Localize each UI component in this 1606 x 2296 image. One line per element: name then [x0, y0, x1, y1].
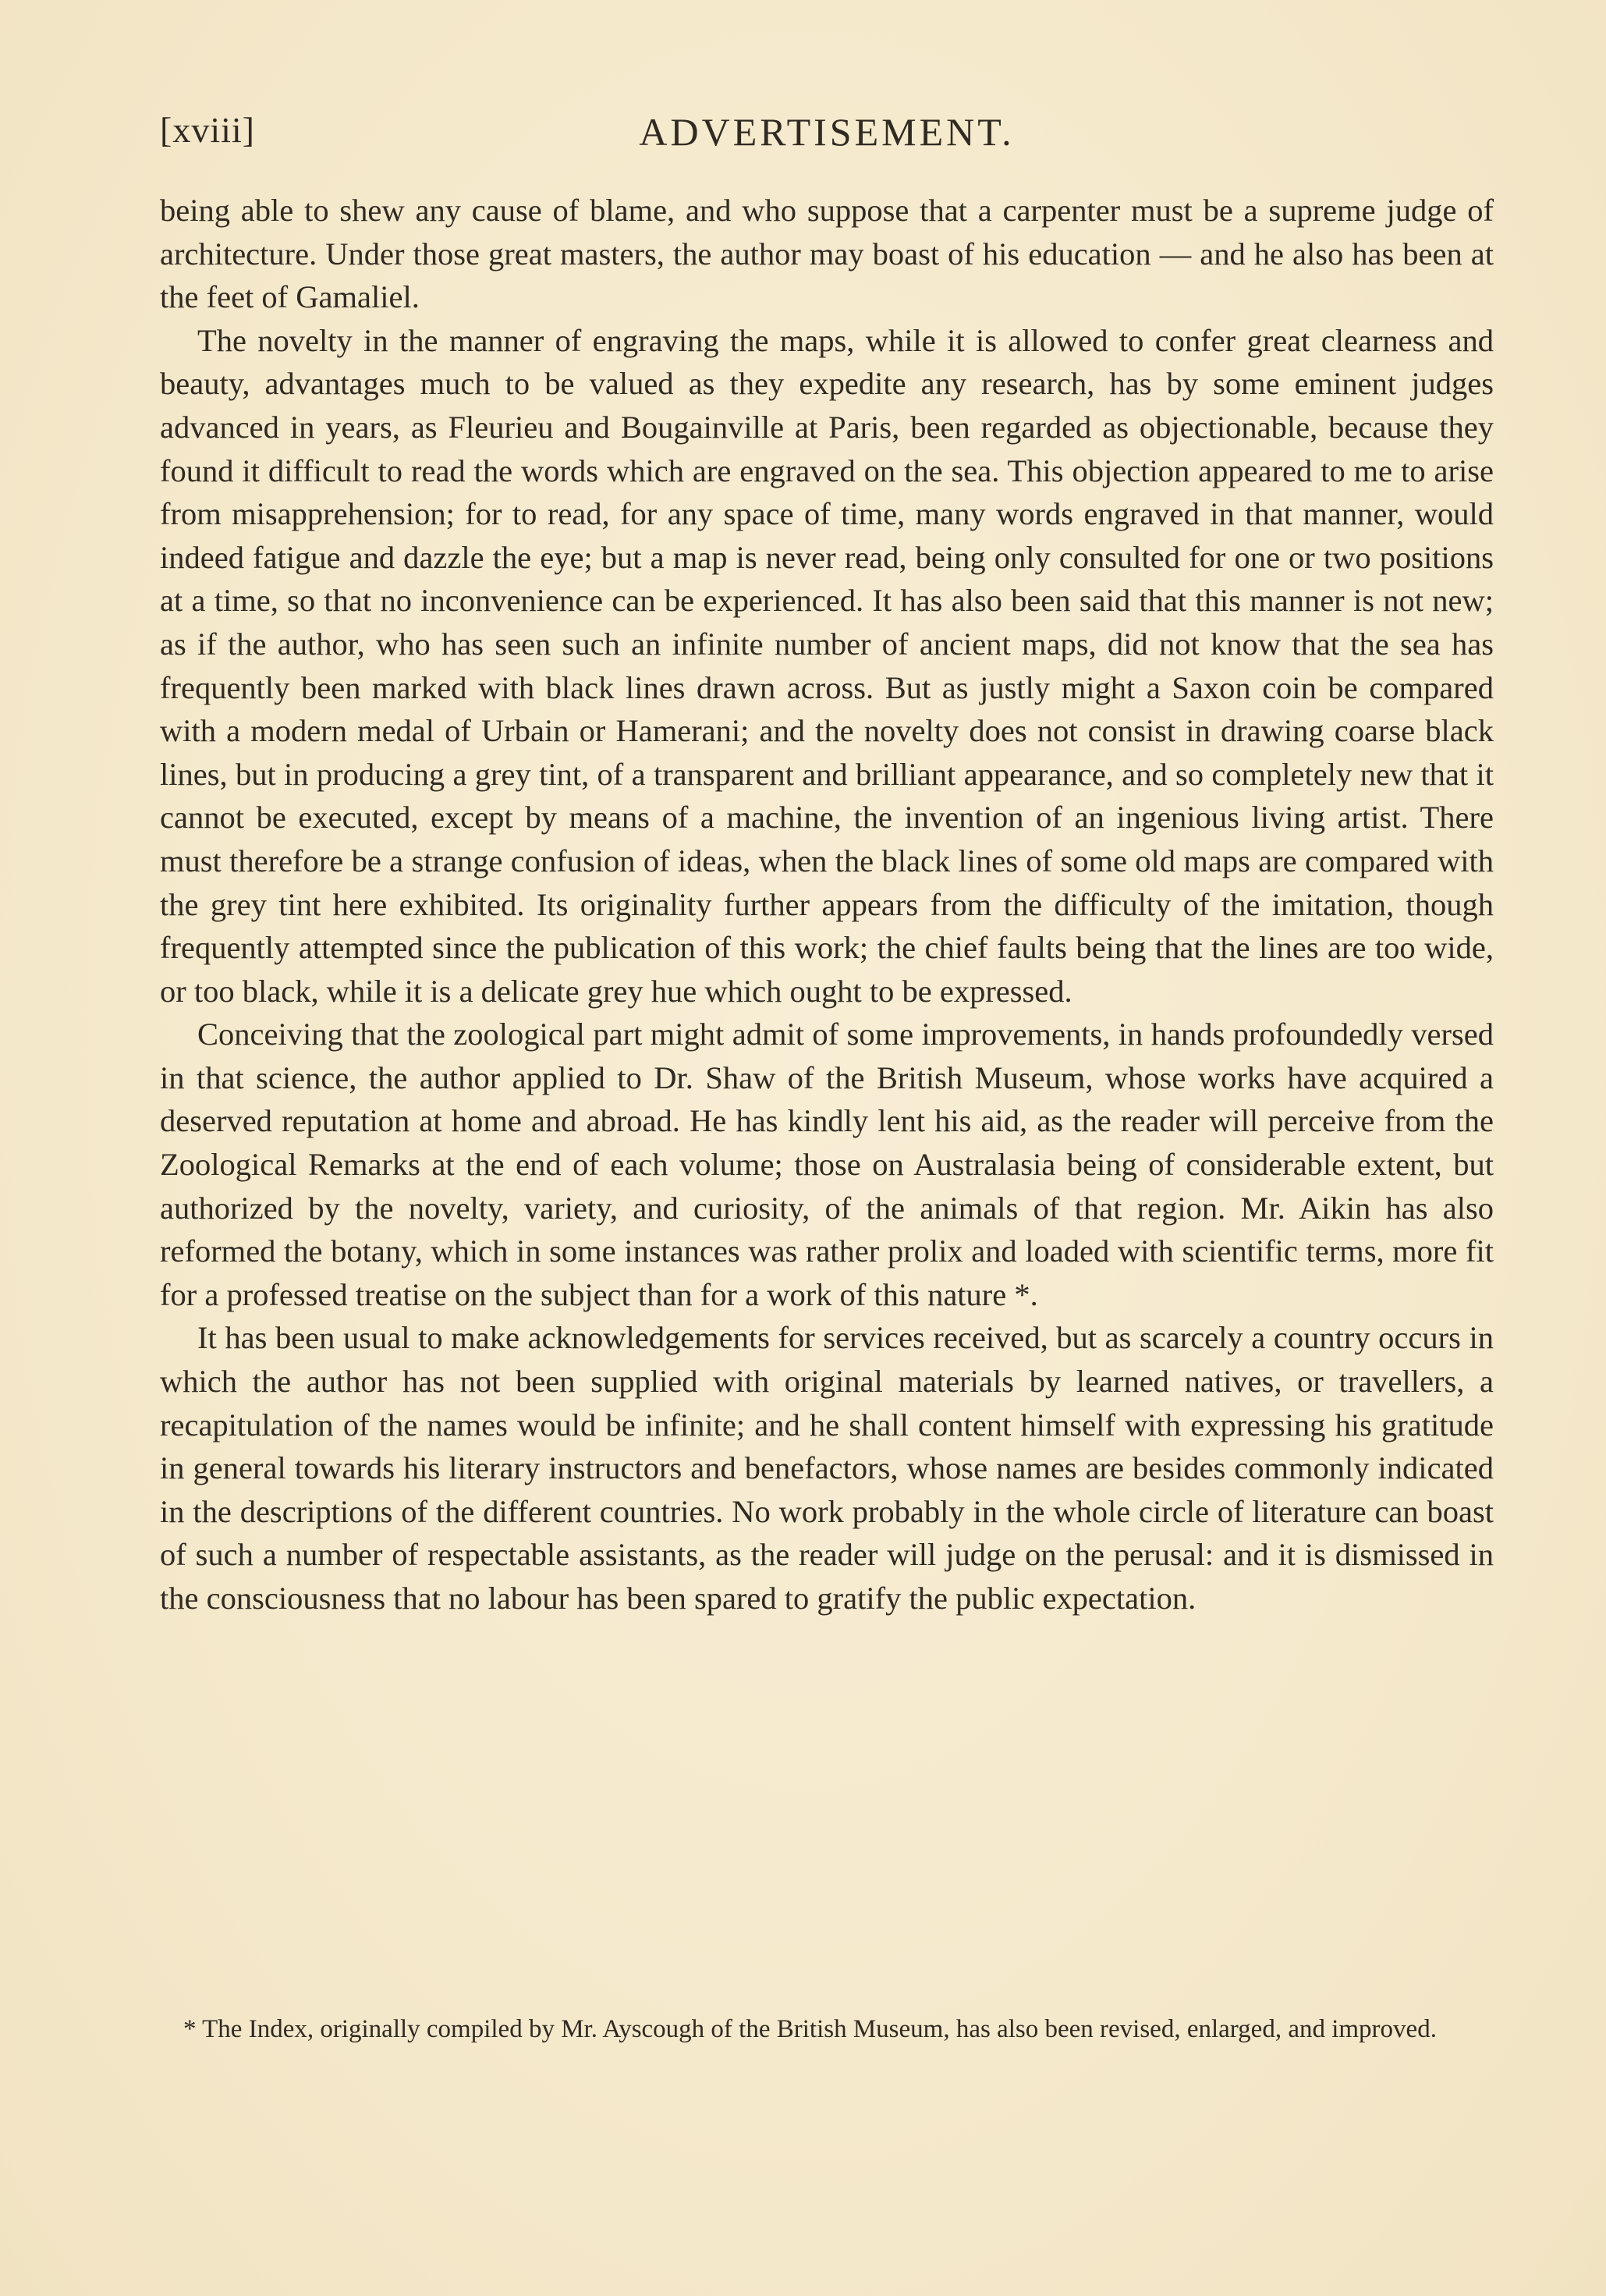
- footnote: * The Index, originally compiled by Mr. Ayscough of the British Museum, has also been revised, enlarged, and improved.: [183, 2015, 1437, 2043]
- paragraph-zoology: Conceiving that the zoological part might admit of some improvements, in hands profoundedly versed in that science, the author applied to Dr. Shaw of the British Museum, whose works have acquired a deserved reputation at home and abroad. He has kindly lent his aid, as the reader will perceive from the Zoological Remarks at the end of each volume; those on Australasia being of considerable extent, but authorized by the novelty, variety, and curiosity, of the animals of that region. Mr. Aikin has also reformed the botany, which in some instances was rather prolix and loaded with scientific terms, more fit for a professed treatise on the subject than for a work of this nature *.: [160, 1017, 1494, 1312]
- paragraph-continuation: being able to shew any cause of blame, and who suppose that a carpenter must be a supreme judge of architecture. Under those great masters, the author may boast of his education — and he also has been at the feet of Gamaliel.: [160, 193, 1494, 315]
- paragraph-acknowledgements: It has been usual to make acknowledgements for services received, but as scarcely a country occurs in which the author has not been supplied with original materials by learned natives, or travellers, a recapitulation of the names would be infinite; and he shall content himself with expressing his gratitude in general towards his literary instructors and benefactors, whose names are besides commonly indicated in the descriptions of the different countries. No work probably in the whole circle of literature can boast of such a number of respectable assistants, as the reader will judge on the perusal: and it is dismissed in the consciousness that no labour has been spared to gratify the public expectation.: [160, 1320, 1494, 1616]
- page-title: ADVERTISEMENT.: [639, 110, 1015, 154]
- body-text: [160, 189, 1494, 1620]
- page-number: [xviii]: [160, 110, 255, 150]
- paragraph-map-engraving: The novelty in the manner of engraving the maps, while it is allowed to confer great clearness and beauty, advantages much to be valued as they expedite any research, has by some eminent judges advanced in years, as Fleurieu and Bougainville at Paris, been regarded as objectionable, because they found it difficult to read the words which are engraved on the sea. This objection appeared to me to arise from misapprehension; for to read, for any space of time, many words engraved in that manner, would indeed fatigue and dazzle the eye; but a map is never read, being only consulted for one or two positions at a time, so that no inconvenience can be experienced. It has also been said that this manner is not new; as if the author, who has seen such an infinite number of ancient maps, did not know that the sea has frequently been marked with black lines drawn across. But as justly might a Saxon coin be compared with a modern medal of Urbain or Hamerani; and the novelty does not consist in drawing coarse black lines, but in producing a grey tint, of a transparent and brilliant appearance, and so completely new that it cannot be executed, except by means of a machine, the invention of an ingenious living artist. There must therefore be a strange confusion of ideas, when the black lines of some old maps are compared with the grey tint here exhibited. Its originality further appears from the difficulty of the imitation, though frequently attempted since the publication of this work; the chief faults being that the lines are too wide, or too black, while it is a delicate grey hue which ought to be expressed.: [160, 322, 1494, 1009]
- running-head: [160, 109, 1494, 164]
